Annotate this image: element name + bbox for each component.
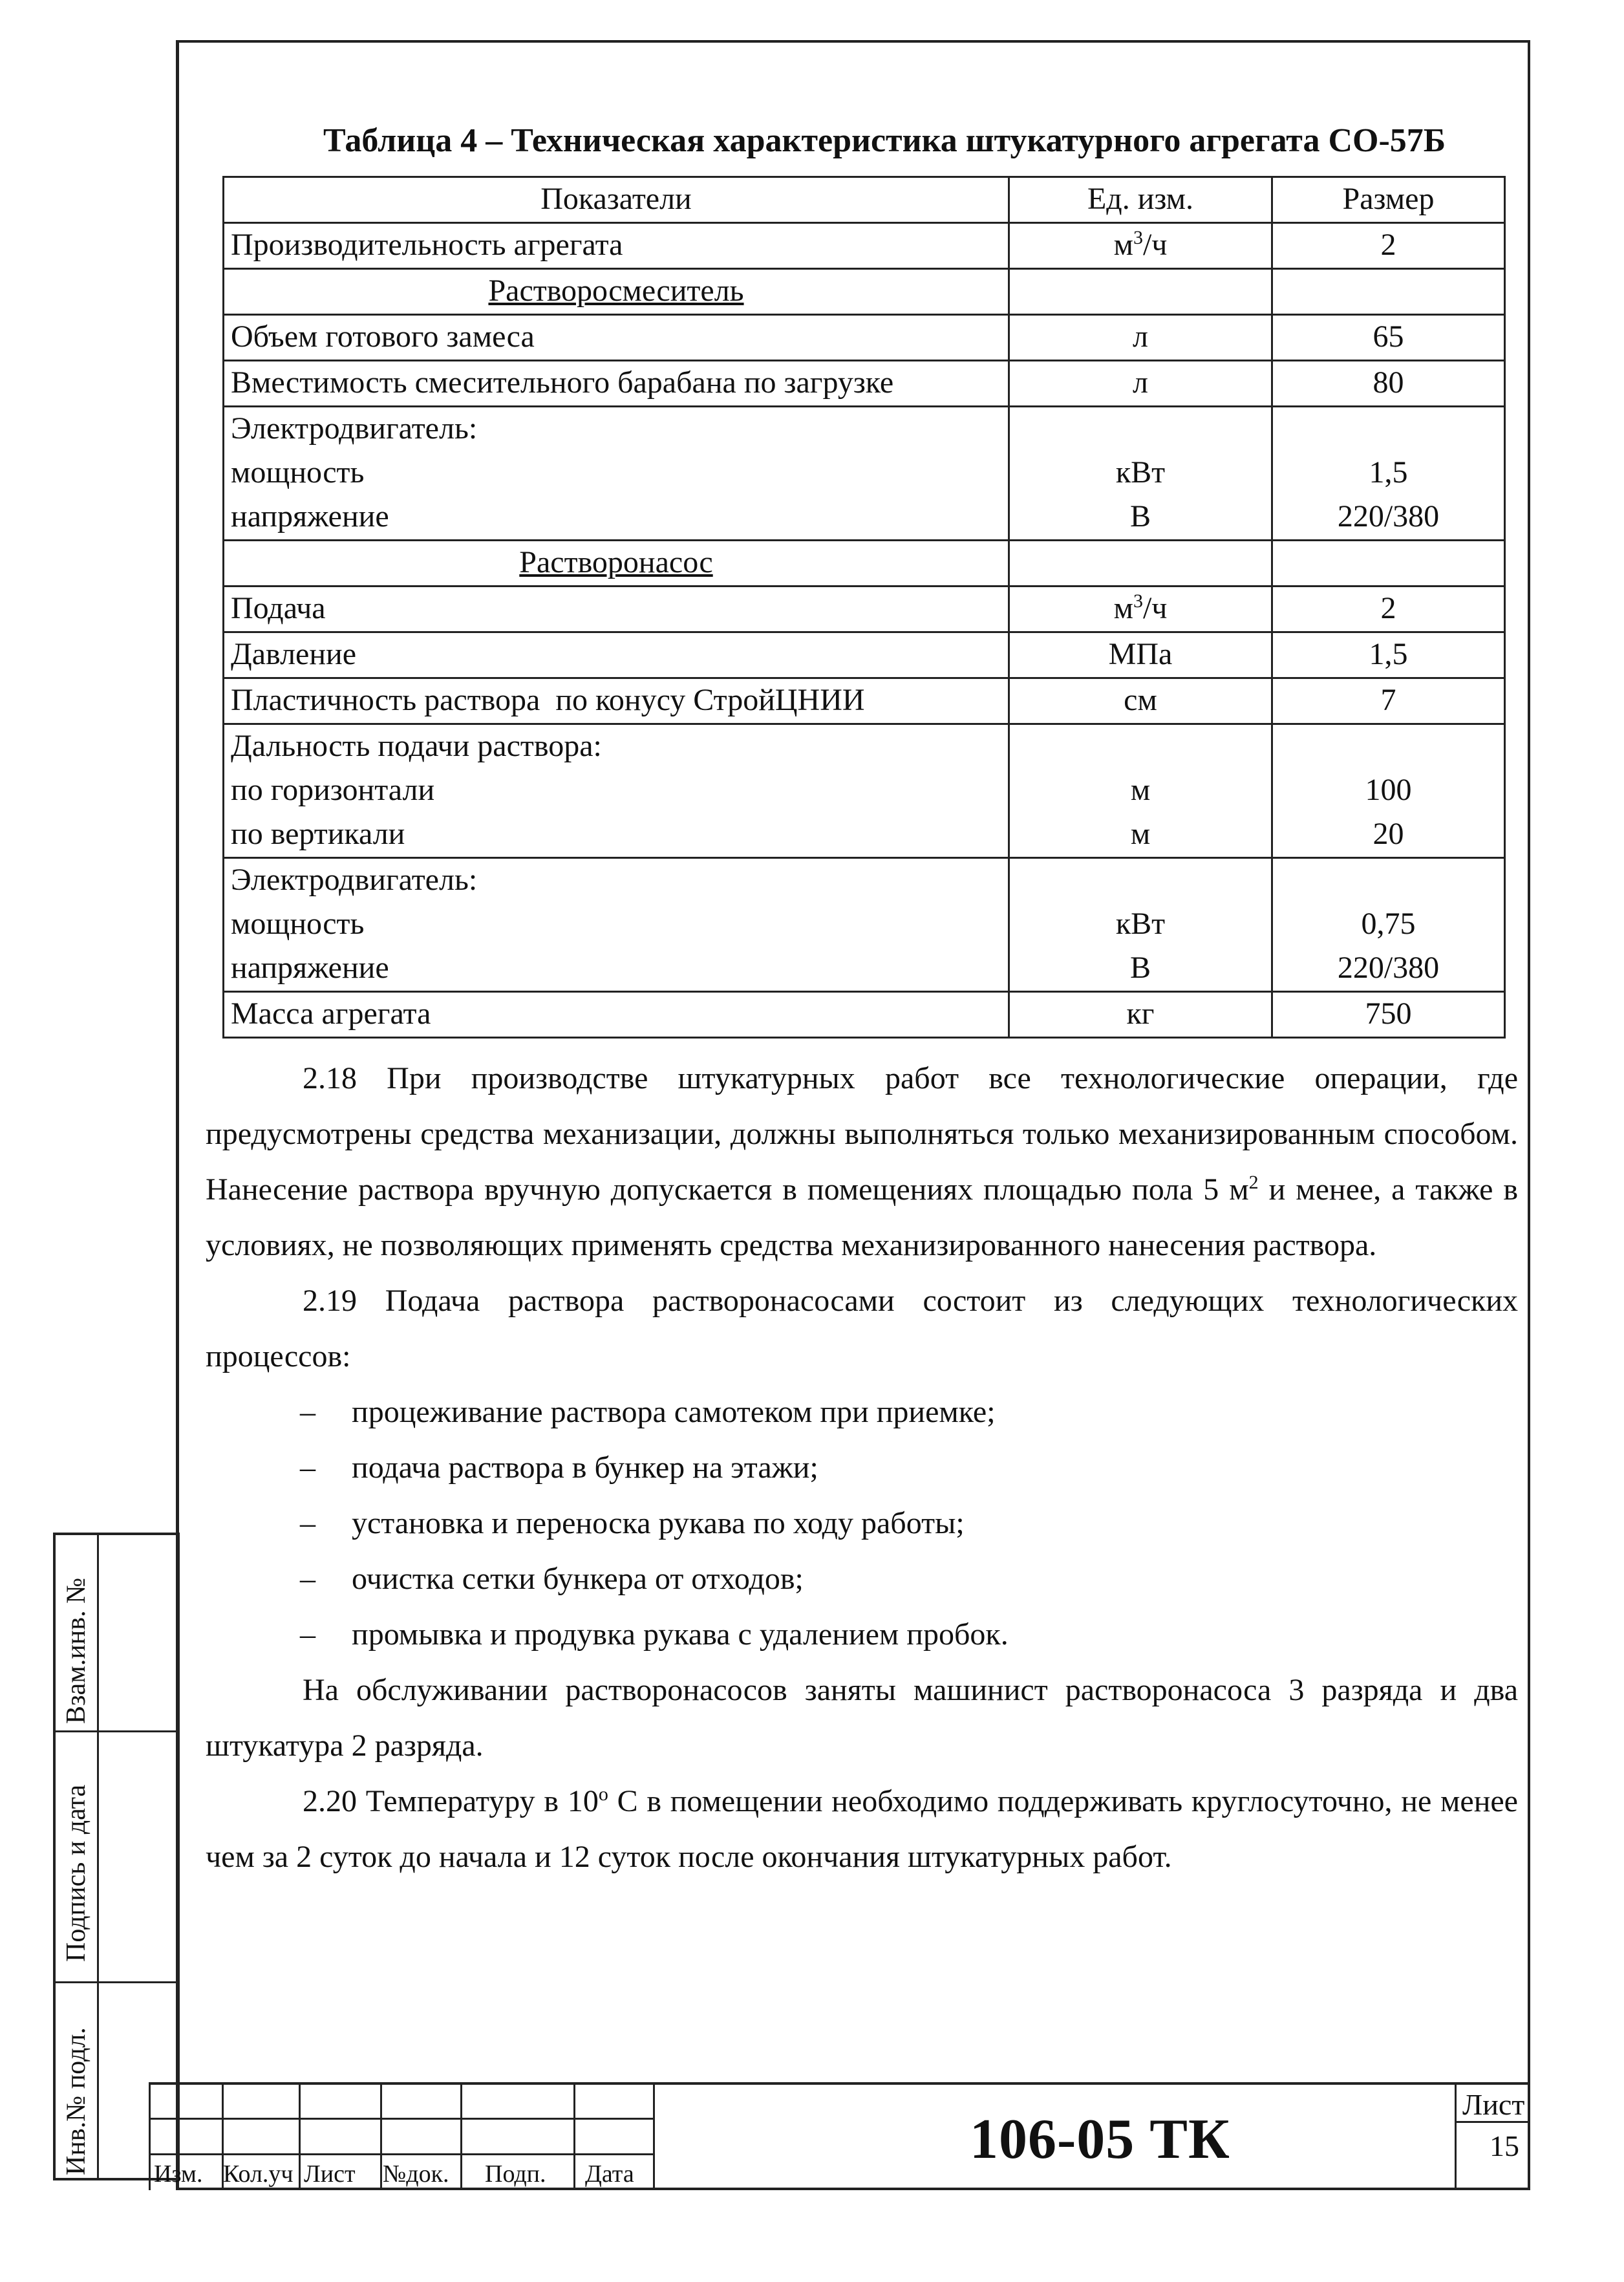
list-item: – процеживание раствора самотеком при приемке; [300, 1395, 996, 1429]
table-row [224, 315, 1505, 361]
stamp-col-ndok: №док. [383, 2160, 449, 2188]
row-name: Пластичность раствора по конусу СтройЦНИИ [224, 678, 1009, 724]
table-row [224, 813, 1505, 858]
table-section-row [224, 269, 1505, 315]
table-row [224, 223, 1505, 269]
header-unit: Ед. изм. [1009, 177, 1272, 223]
row-value: 220/380 [1272, 947, 1505, 992]
sheet-number: 15 [1490, 2129, 1519, 2162]
stamp-col-kol: Кол.уч [223, 2160, 294, 2188]
row-value: 2 [1272, 587, 1505, 632]
row-name: Электродвигатель: [224, 407, 1009, 452]
row-name: Масса агрегата [224, 992, 1009, 1038]
row-value: 750 [1272, 992, 1505, 1038]
inv-label: Инв.№ подл. [61, 2027, 91, 2175]
row-value: 0,75 [1272, 903, 1505, 947]
row-unit: В [1009, 495, 1272, 541]
stamp-col-podp: Подп. [485, 2160, 546, 2188]
row-value: 7 [1272, 678, 1505, 724]
section-mixer: Растворосмеситель [224, 269, 1009, 315]
row-unit: см [1009, 678, 1272, 724]
table-row [224, 769, 1505, 813]
row-name: Объем готового замеса [224, 315, 1009, 361]
signature-date-label: Подпись и дата [61, 1784, 91, 1962]
paragraph-2-18: 2.18 При производстве штукатурных работ все технологические операции, где предусмотрены средства механизации, должны выполняться только механизированным способом. Нанесение раствора вручную допускается в помещениях площадью пола 5 $м^2$ и менее, а также в условиях, не позволяющих применять средства механизированного нанесения раствора. [206, 1061, 1519, 1262]
row-name: Подача [224, 587, 1009, 632]
list-item: – подача раствора в бункер на этажи; [300, 1450, 818, 1485]
table-row [224, 903, 1505, 947]
row-unit: м [1009, 769, 1272, 813]
header-indicator: Показатели [224, 177, 1009, 223]
row-unit: В [1009, 947, 1272, 992]
title-block [149, 2082, 1530, 2190]
row-unit: $м^3/ч$ [1009, 587, 1272, 632]
table-row [224, 451, 1505, 495]
row-name: напряжение [224, 947, 1009, 992]
paragraph-2-20: 2.20 Температуру в $10^о$ С в помещении необходимо поддерживать круглосуточно, не менее чем за 2 суток до начала и 12 суток после окончания штукатурных работ. [206, 1783, 1518, 1874]
row-value: 220/380 [1272, 495, 1505, 541]
stamp-col-izm: Изм. [154, 2160, 203, 2188]
row-unit: м [1009, 813, 1272, 858]
row-name: по горизонтали [224, 769, 1009, 813]
stamp-col-data: Дата [585, 2160, 634, 2188]
row-unit: кВт [1009, 903, 1272, 947]
row-name: Дальность подачи раствора: [224, 724, 1009, 770]
row-value: 65 [1272, 315, 1505, 361]
list-item: – установка и переноска рукава по ходу работы; [300, 1506, 965, 1540]
row-name: мощность [224, 451, 1009, 495]
table-section-row [224, 541, 1505, 587]
row-name: по вертикали [224, 813, 1009, 858]
row-unit: л [1009, 361, 1272, 407]
header-value: Размер [1272, 177, 1505, 223]
row-unit: кВт [1009, 451, 1272, 495]
row-name: Производительность агрегата [224, 223, 1009, 269]
table-row [224, 858, 1505, 903]
sheet-label: Лист [1462, 2088, 1525, 2121]
table-row [224, 407, 1505, 452]
list-item: – промывка и продувка рукава с удалением пробок. [300, 1617, 1009, 1652]
section-pump: Растворонасос [224, 541, 1009, 587]
row-value: 2 [1272, 223, 1505, 269]
row-unit: кг [1009, 992, 1272, 1038]
row-value: 1,5 [1272, 632, 1505, 678]
row-unit: л [1009, 315, 1272, 361]
vzam-label: Взам.инв. № [61, 1577, 91, 1724]
table-row [224, 724, 1505, 770]
paragraph-service: На обслуживании растворонасосов заняты машинист растворонасоса 3 разряда и два штукатура 2 разряда. [206, 1673, 1518, 1763]
row-value: 20 [1272, 813, 1505, 858]
table-row [224, 361, 1505, 407]
table-row [224, 587, 1505, 632]
row-name: Электродвигатель: [224, 858, 1009, 903]
row-name: Вместимость смесительного барабана по загрузке [224, 361, 1009, 407]
row-value: 80 [1272, 361, 1505, 407]
row-unit: $м^3/ч$ [1009, 223, 1272, 269]
table-header-row [224, 177, 1505, 223]
table-title: Таблица 4 – Техническая характеристика штукатурного агрегата СО-57Б [323, 122, 1446, 159]
document-number: 106-05 ТК [970, 2108, 1230, 2171]
spec-table [222, 176, 1506, 1039]
row-name: напряжение [224, 495, 1009, 541]
row-unit: МПа [1009, 632, 1272, 678]
row-value: 1,5 [1272, 451, 1505, 495]
row-name: мощность [224, 903, 1009, 947]
paragraph-2-19: 2.19 Подача раствора растворонасосами состоит из следующих технологических процессов: [206, 1284, 1518, 1373]
table-row [224, 495, 1505, 541]
stamp-col-list: Лист [304, 2160, 356, 2188]
row-value: 100 [1272, 769, 1505, 813]
table-row [224, 678, 1505, 724]
table-row [224, 632, 1505, 678]
table-row [224, 992, 1505, 1038]
table-row [224, 947, 1505, 992]
list-item: – очистка сетки бункера от отходов; [300, 1562, 804, 1596]
row-name: Давление [224, 632, 1009, 678]
body-text [206, 1051, 1518, 1885]
